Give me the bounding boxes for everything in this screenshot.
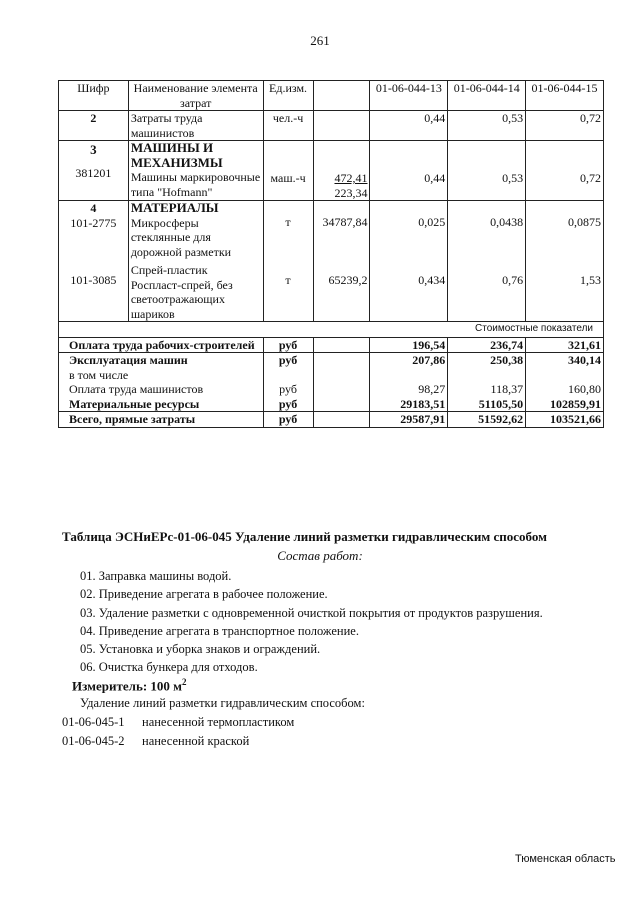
- row-value: 0,44: [370, 111, 448, 141]
- code-text: нанесенной термопластиком: [142, 715, 295, 729]
- header-col3: 01-06-044-15: [526, 81, 604, 111]
- row-value: 0,72: [526, 111, 604, 141]
- work-composition-heading: Состав работ:: [277, 548, 363, 563]
- row-code: 101-2775: [70, 215, 117, 230]
- table-row: [59, 201, 604, 322]
- list-item: 03. Удаление разметки с одновременной очисткой покрытия от продуктов разрушения.: [80, 605, 543, 620]
- section-title: МАТЕРИАЛЫ: [130, 200, 219, 215]
- row-num: 2: [59, 111, 129, 141]
- code-text: нанесенной краской: [142, 733, 250, 748]
- cost-value: 118,37: [490, 382, 524, 396]
- cost-value: 236,74: [448, 337, 526, 353]
- list-item: [62, 732, 294, 751]
- table-row: [59, 141, 604, 201]
- row-value: 0,0875: [568, 215, 601, 229]
- list-item: 04. Приведение агрегата в транспортное положение.: [80, 623, 359, 638]
- cost-row: [59, 412, 604, 428]
- cost-label: Эксплуатация машин: [69, 353, 188, 367]
- row-price-bottom: 223,34: [334, 185, 368, 200]
- cost-value: 250,38: [490, 353, 524, 367]
- cost-value: 160,80: [568, 382, 601, 396]
- header-col1: 01-06-044-13: [370, 81, 448, 111]
- row-unit: маш.-ч: [270, 171, 306, 185]
- norms-table: [58, 80, 604, 428]
- meter-superscript: 2: [182, 677, 187, 687]
- cost-header-row: [59, 322, 604, 338]
- description: Удаление линий разметки гидравлическим способом:: [80, 696, 365, 710]
- header-name: Наименование элемента затрат: [128, 81, 263, 111]
- code: 01-06-045-2: [62, 733, 125, 748]
- code-list: [62, 713, 294, 750]
- cost-label: в том числе: [69, 367, 129, 382]
- row-name: Машины маркировочные типа "Hofmann": [130, 170, 261, 199]
- row-name: Спрей-пластик Роспласт-спрей, без светоотражающих шариков: [130, 263, 233, 321]
- list-item: 05. Установка и уборка знаков и ограждений.: [80, 642, 321, 657]
- cost-value: 29587,91: [370, 412, 448, 428]
- row-price-top: 472,41: [334, 171, 368, 185]
- cost-value: 51105,50: [478, 396, 524, 411]
- row-code: 381201: [75, 165, 112, 180]
- row-value: 1,53: [580, 272, 601, 287]
- code: 01-06-045-1: [62, 715, 125, 729]
- cost-value: 102859,91: [550, 396, 601, 411]
- cost-row: [59, 337, 604, 353]
- row-value: 0,53: [502, 171, 524, 185]
- section-num: 4: [90, 201, 97, 215]
- list-item: 06. Очистка бункера для отходов.: [80, 660, 258, 675]
- row-value: 0,434: [418, 272, 446, 287]
- row-unit: т: [285, 272, 291, 287]
- table-title: Таблица ЭСНиЕРс-01-06-045 Удаление линий разметки гидравлическим способом: [62, 529, 547, 544]
- cost-value: 321,61: [526, 337, 604, 353]
- page-number: 261: [310, 33, 330, 48]
- row-price: 65239,2: [328, 272, 368, 287]
- work-list: [80, 567, 543, 677]
- cost-value: 29183,51: [400, 396, 446, 411]
- row-value: 0,025: [418, 215, 446, 229]
- cost-label: Всего, прямые затраты: [59, 412, 264, 428]
- cost-value: 103521,66: [526, 412, 604, 428]
- section-title: МАШИНЫ И МЕХАНИЗМЫ: [130, 140, 223, 170]
- cost-label: Оплата труда рабочих-строителей: [59, 337, 264, 353]
- table-header-row: [59, 81, 604, 111]
- cost-value: 340,14: [568, 353, 601, 367]
- row-value: 0,72: [580, 171, 601, 185]
- cost-row: [59, 353, 604, 412]
- section-num: 3: [90, 142, 97, 157]
- header-unit: Ед.изм.: [263, 81, 313, 111]
- cost-value: 207,86: [412, 353, 446, 367]
- row-value: 0,44: [424, 171, 446, 185]
- list-item: 02. Приведение агрегата в рабочее положение.: [80, 587, 328, 602]
- cost-unit: руб: [263, 337, 313, 353]
- footer-region: Тюменская область: [515, 853, 616, 865]
- cost-unit: руб: [278, 396, 298, 411]
- table-row: [59, 111, 604, 141]
- row-value: 0,53: [448, 111, 526, 141]
- row-name: Микросферы стеклянные для дорожной разметки: [130, 215, 232, 259]
- header-price: [313, 81, 370, 111]
- meter-label: Измеритель: 100 м: [72, 678, 183, 694]
- cost-value: 196,54: [370, 337, 448, 353]
- cost-unit: руб: [263, 412, 313, 428]
- row-value: 0,76: [502, 272, 524, 287]
- row-unit: т: [285, 215, 291, 229]
- cost-unit: руб: [278, 353, 298, 367]
- header-code: Шифр: [59, 81, 129, 111]
- cost-unit: руб: [279, 382, 297, 396]
- row-code: 101-3085: [70, 273, 117, 287]
- row-name: Затраты труда машинистов: [128, 111, 263, 141]
- row-value: 0,0438: [490, 215, 524, 229]
- meter-line: [72, 677, 187, 694]
- header-col2: 01-06-044-14: [448, 81, 526, 111]
- list-item: 01. Заправка машины водой.: [80, 569, 232, 583]
- cost-label: Оплата труда машинистов: [69, 382, 204, 396]
- row-unit: чел.-ч: [263, 111, 313, 141]
- cost-value: 51592,62: [448, 412, 526, 428]
- row-price: 34787,84: [322, 215, 368, 229]
- list-item: [62, 713, 294, 732]
- cost-header: Стоимостные показатели: [59, 322, 604, 338]
- cost-label: Материальные ресурсы: [69, 396, 200, 411]
- cost-value: 98,27: [418, 382, 446, 396]
